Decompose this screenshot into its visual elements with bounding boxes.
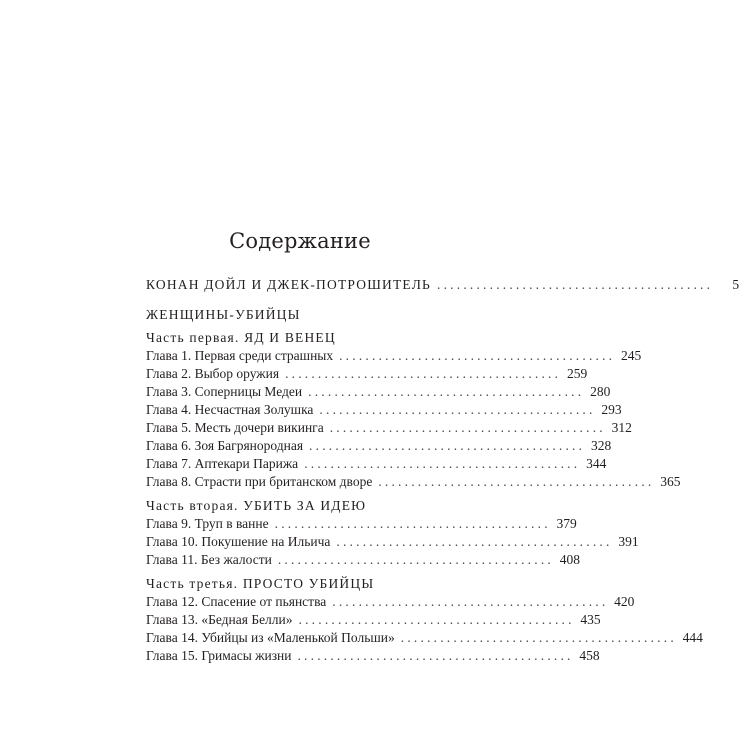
toc-entry-page: 435 (580, 612, 601, 627)
dot-leader: .......................................... (309, 438, 586, 453)
dot-leader: .......................................... (437, 277, 714, 292)
toc-entry-chapter-7[interactable] (146, 455, 607, 473)
toc-entry-label: Глава 2. Выбор оружия (146, 366, 280, 381)
toc-entry-page: 420 (614, 594, 635, 609)
toc-entry-label: Глава 8. Страсти при британском дворе (146, 474, 373, 489)
dot-leader: .......................................... (339, 348, 616, 363)
toc-entry-chapter-12[interactable] (146, 593, 635, 611)
page-title: Содержание (229, 229, 371, 253)
toc-entry-page: 458 (579, 648, 600, 663)
dot-leader: .......................................... (319, 402, 596, 417)
toc-entry-chapter-8[interactable] (146, 473, 681, 491)
toc-entry-chapter-15[interactable] (146, 647, 600, 665)
toc-entry-page: 312 (611, 420, 632, 435)
toc-entry-page: 408 (559, 552, 580, 567)
dot-leader: .......................................... (285, 366, 562, 381)
toc-entry-label: Глава 7. Аптекари Парижа (146, 456, 299, 471)
dot-leader: .......................................... (298, 612, 575, 627)
toc-entry-page: 293 (601, 402, 622, 417)
toc-entry-chapter-14[interactable] (146, 629, 703, 647)
toc-entry-label: Глава 11. Без жалости (146, 552, 272, 567)
toc-entry-page: 328 (590, 438, 612, 453)
part-heading-title: УБИТЬ ЗА ИДЕЮ (243, 498, 367, 513)
toc-entry-chapter-6[interactable] (146, 437, 612, 455)
toc-entry-page: 344 (586, 456, 607, 471)
part-heading-title: ПРОСТО УБИЙЦЫ (242, 576, 375, 591)
part-heading-2 (146, 497, 366, 515)
toc-entry-chapter-9[interactable] (146, 515, 577, 533)
toc-entry-label: Глава 15. Гримасы жизни (146, 648, 292, 663)
toc-entry-label: Глава 4. Несчастная Золушка (146, 402, 314, 417)
toc-entry-label: Глава 5. Месть дочери викинга (146, 420, 324, 435)
part-heading-3 (146, 575, 374, 593)
toc-entry-intro[interactable] (146, 276, 739, 294)
dot-leader: .......................................... (332, 594, 609, 609)
dot-leader: .......................................... (329, 420, 606, 435)
toc-entry-page: 365 (660, 474, 681, 489)
toc-entry-page: 444 (682, 630, 703, 645)
toc-entry-label: Глава 12. Спасение от пьянства (146, 594, 327, 609)
part-heading-prefix: Часть третья. (146, 576, 239, 591)
toc-entry-chapter-3[interactable] (146, 383, 611, 401)
dot-leader: .......................................... (378, 474, 655, 489)
dot-leader: .......................................... (304, 456, 581, 471)
dot-leader: .......................................... (274, 516, 551, 531)
toc-entry-page: 379 (556, 516, 577, 531)
toc-entry-chapter-10[interactable] (146, 533, 639, 551)
part-heading-1 (146, 329, 336, 347)
toc-entry-label: Глава 13. «Бедная Белли» (146, 612, 293, 627)
toc-entry-label: Глава 1. Первая среди страшных (146, 348, 334, 363)
toc-entry-page: 5 (732, 277, 739, 292)
dot-leader: .......................................... (277, 552, 554, 567)
toc-entry-label: КОНАН ДОЙЛ И ДЖЕК-ПОТРОШИТЕЛЬ (146, 277, 432, 292)
toc-entry-label: Глава 9. Труп в ванне (146, 516, 269, 531)
dot-leader: .......................................... (308, 384, 585, 399)
toc-entry-chapter-11[interactable] (146, 551, 580, 569)
toc-entry-page: 280 (590, 384, 611, 399)
section-heading: ЖЕНЩИНЫ-УБИЙЦЫ (146, 307, 301, 322)
dot-leader: .......................................... (297, 648, 574, 663)
dot-leader: .......................................... (400, 630, 677, 645)
toc-entry-label: Глава 6. Зоя Багрянородная (146, 438, 304, 453)
part-heading-prefix: Часть первая. (146, 330, 240, 345)
toc-entry-chapter-13[interactable] (146, 611, 601, 629)
dot-leader: .......................................... (336, 534, 613, 549)
part-heading-title: ЯД И ВЕНЕЦ (244, 330, 336, 345)
toc-entry-page: 259 (566, 366, 588, 381)
toc-entry-label: Глава 10. Покушение на Ильича (146, 534, 331, 549)
toc-entry-label: Глава 14. Убийцы из «Маленькой Польши» (146, 630, 395, 645)
toc-entry-label: Глава 3. Соперницы Медеи (146, 384, 303, 399)
toc-entry-chapter-5[interactable] (146, 419, 632, 437)
toc-entry-page: 391 (618, 534, 639, 549)
toc-entry-page: 245 (621, 348, 642, 363)
toc-entry-chapter-2[interactable] (146, 365, 588, 383)
part-heading-prefix: Часть вторая. (146, 498, 239, 513)
toc-entry-chapter-4[interactable] (146, 401, 622, 419)
toc-entry-chapter-1[interactable] (146, 347, 642, 365)
